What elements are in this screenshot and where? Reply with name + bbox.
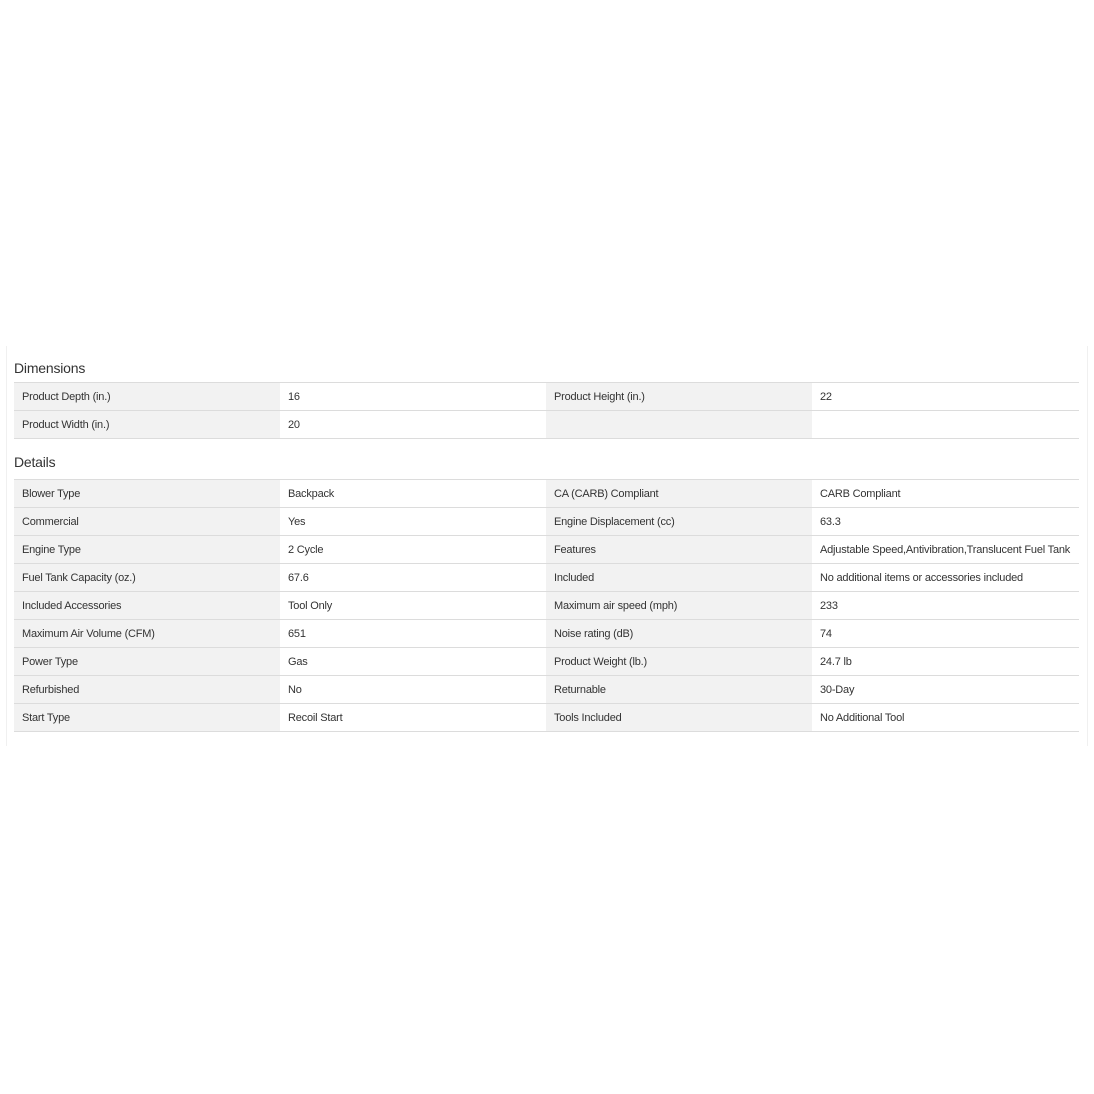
spec-label: Maximum air speed (mph)	[546, 592, 812, 620]
spec-value: Gas	[280, 648, 546, 676]
dimensions-section-title: Dimensions	[14, 360, 86, 376]
spec-label: Returnable	[546, 676, 812, 704]
spec-value: CARB Compliant	[812, 480, 1079, 508]
spec-label: Product Weight (lb.)	[546, 648, 812, 676]
spec-value: Yes	[280, 508, 546, 536]
dimensions-table	[14, 382, 1079, 439]
spec-label: Fuel Tank Capacity (oz.)	[14, 564, 280, 592]
table-row	[14, 383, 1079, 411]
spec-value: Adjustable Speed,Antivibration,Translucent Fuel Tank	[812, 536, 1079, 564]
specifications-content	[14, 346, 1079, 732]
spec-value: No additional items or accessories included	[812, 564, 1079, 592]
specifications-panel	[6, 346, 1088, 746]
spec-value: Tool Only	[280, 592, 546, 620]
table-row	[14, 592, 1079, 620]
table-row	[14, 536, 1079, 564]
spec-label: Power Type	[14, 648, 280, 676]
spec-value: 651	[280, 620, 546, 648]
spec-label: Start Type	[14, 704, 280, 732]
spec-label: Product Height (in.)	[546, 383, 812, 411]
spec-label-empty	[546, 411, 812, 439]
table-row	[14, 704, 1079, 732]
spec-label: Engine Displacement (cc)	[546, 508, 812, 536]
spec-value: 24.7 lb	[812, 648, 1079, 676]
spec-label: Refurbished	[14, 676, 280, 704]
table-row	[14, 564, 1079, 592]
spec-label: Included	[546, 564, 812, 592]
spec-label: CA (CARB) Compliant	[546, 480, 812, 508]
spec-label: Noise rating (dB)	[546, 620, 812, 648]
spec-label: Commercial	[14, 508, 280, 536]
spec-value: 63.3	[812, 508, 1079, 536]
table-row	[14, 620, 1079, 648]
spec-value: 16	[280, 383, 546, 411]
table-row	[14, 480, 1079, 508]
spec-label: Engine Type	[14, 536, 280, 564]
spec-value: 2 Cycle	[280, 536, 546, 564]
table-row	[14, 648, 1079, 676]
spec-label: Maximum Air Volume (CFM)	[14, 620, 280, 648]
details-section-title: Details	[14, 454, 56, 470]
spec-value: 30-Day	[812, 676, 1079, 704]
spec-value: No	[280, 676, 546, 704]
spec-label: Product Width (in.)	[14, 411, 280, 439]
spec-label: Included Accessories	[14, 592, 280, 620]
spec-value-empty	[812, 411, 1079, 439]
spec-value: No Additional Tool	[812, 704, 1079, 732]
spec-label: Blower Type	[14, 480, 280, 508]
spec-label: Tools Included	[546, 704, 812, 732]
table-row	[14, 508, 1079, 536]
spec-value: 67.6	[280, 564, 546, 592]
spec-label: Product Depth (in.)	[14, 383, 280, 411]
spec-value: 74	[812, 620, 1079, 648]
spec-value: Backpack	[280, 480, 546, 508]
table-row	[14, 676, 1079, 704]
spec-value: 233	[812, 592, 1079, 620]
spec-value: 22	[812, 383, 1079, 411]
spec-value: 20	[280, 411, 546, 439]
spec-value: Recoil Start	[280, 704, 546, 732]
details-table	[14, 479, 1079, 732]
spec-label: Features	[546, 536, 812, 564]
table-row	[14, 411, 1079, 439]
